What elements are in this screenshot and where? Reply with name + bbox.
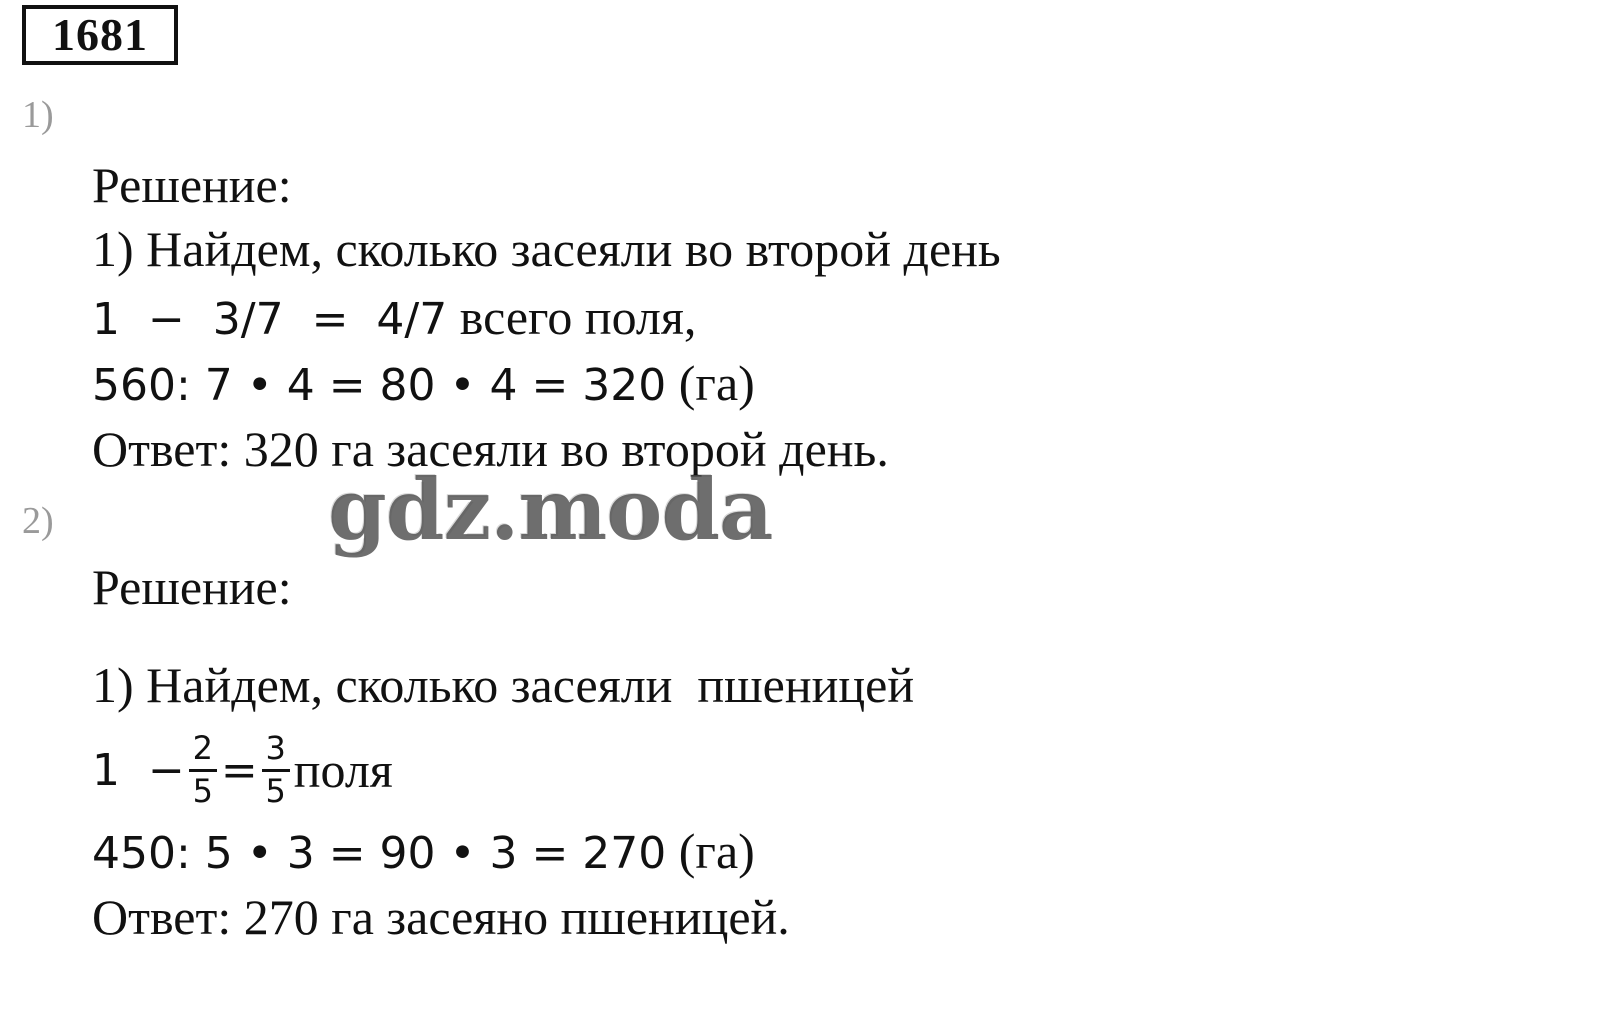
part-2-calculation xyxy=(92,823,755,879)
fraction-numerator: 2 xyxy=(192,728,214,767)
part-2-calc-unit: (га) xyxy=(666,823,755,879)
part-2-heading: Решение: xyxy=(92,559,292,615)
fraction-denominator: 5 xyxy=(192,771,214,810)
fraction-three-fifths xyxy=(262,728,290,810)
part-2-calc-math: 450: 5 • 3 = 90 • 3 = 270 xyxy=(92,828,667,879)
problem-number: 1681 xyxy=(22,5,178,65)
part-2-frac-lead: 1 − xyxy=(92,744,185,796)
part-2-fraction-expression xyxy=(92,722,393,818)
part-1-calculation xyxy=(92,355,755,411)
part-1-marker: 1) xyxy=(22,94,54,136)
part-1-heading: Решение: xyxy=(92,157,292,213)
watermark-logo: gdz.moda xyxy=(328,460,773,559)
part-1-step: 1) Найдем, сколько засеяли во второй день xyxy=(92,221,1001,277)
part-2-frac-tail: поля xyxy=(293,742,393,798)
part-1-answer: Ответ: 320 га засеяли во второй день. xyxy=(92,421,889,477)
equals-sign: = xyxy=(220,744,258,796)
fraction-numerator: 3 xyxy=(265,728,286,767)
part-1-calc-math: 560: 7 • 4 = 80 • 4 = 320 xyxy=(92,360,667,411)
part-1-fraction-expression xyxy=(92,289,697,345)
fraction-denominator: 5 xyxy=(265,771,286,810)
part-2-step: 1) Найдем, сколько засеяли пшеницей xyxy=(92,657,915,713)
part-1-calc-unit: (га) xyxy=(666,355,755,411)
part-1-fraction-math: 1 − 3/7 = 4/7 xyxy=(92,294,448,345)
part-1-fraction-tail: всего поля, xyxy=(447,289,697,345)
part-2-marker: 2) xyxy=(22,500,54,542)
fraction-two-fifths xyxy=(189,728,217,810)
part-2-answer: Ответ: 270 га засеяно пшеницей. xyxy=(92,889,790,945)
